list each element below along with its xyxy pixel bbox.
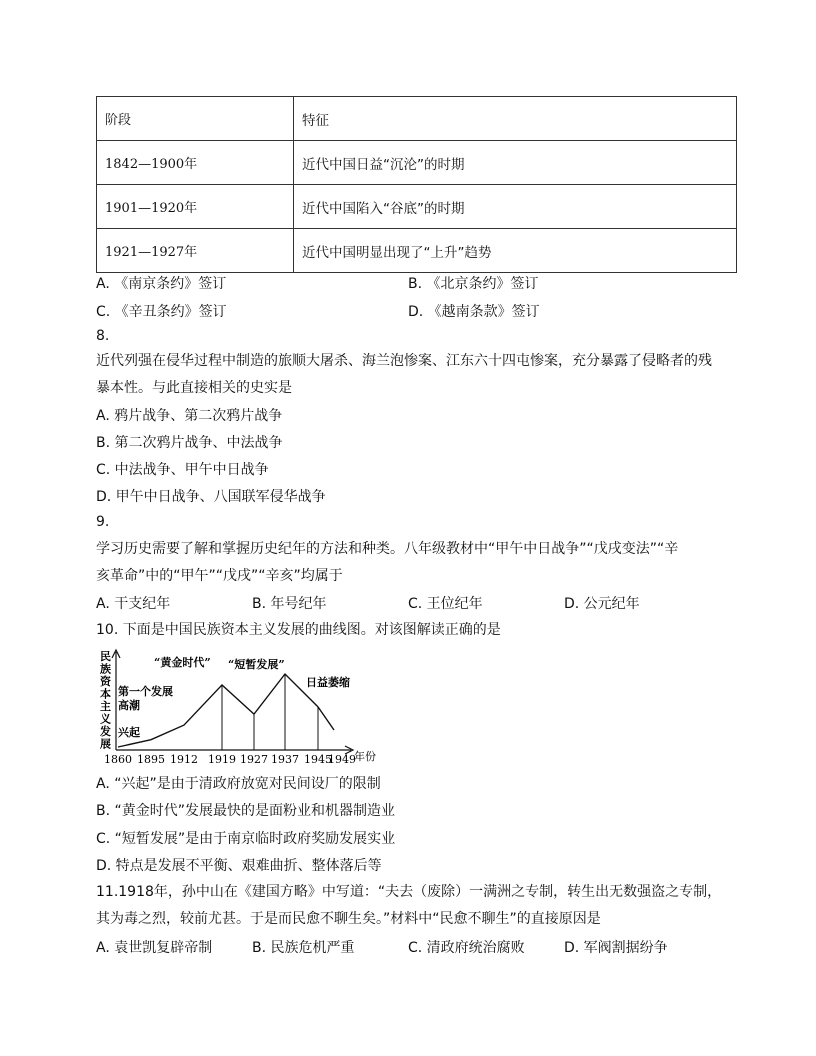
q8-option-a: A. 鸦片战争、第二次鸦片战争 — [96, 408, 283, 424]
table-cell-period: 1842—1900年 — [97, 141, 294, 185]
q8-option-c: C. 中法战争、甲午中日战争 — [96, 462, 269, 478]
annotation-first-peak: 第一个发展 — [118, 685, 173, 698]
chart-tick-labels — [104, 753, 356, 766]
x-tick-label: 1895 — [137, 753, 165, 766]
y-label-char: 义 — [100, 712, 111, 726]
y-label-char: 族 — [100, 662, 111, 676]
annotation-golden-age: “黄金时代” — [154, 656, 211, 669]
q9-option-b: B. 年号纪年 — [252, 596, 327, 612]
table-header-feature: 特征 — [294, 97, 737, 141]
q9-number: 9. — [96, 514, 110, 530]
stage-table — [96, 96, 737, 273]
q9-option-c: C. 王位纪年 — [408, 596, 483, 612]
q11-option-d: D. 军阀割据纷争 — [564, 940, 668, 956]
q8-option-b: B. 第二次鸦片战争、中法战争 — [96, 435, 283, 451]
x-tick-label: 1860 — [104, 753, 132, 766]
table-cell-period: 1901—1920年 — [97, 185, 294, 229]
table-row — [97, 141, 737, 185]
table-row — [97, 185, 737, 229]
x-tick-label: 1919 — [208, 753, 236, 766]
y-label-char: 民 — [100, 650, 111, 663]
x-tick-label: 1945 — [304, 753, 332, 766]
q10-option-a: A. “兴起”是由于清政府放宽对民间设厂的限制 — [96, 776, 381, 792]
q9-stem-line1: 学习历史需要了解和掌握历史纪年的方法和种类。八年级教材中“甲午中日战争”“戊戌变法”“辛 — [96, 541, 679, 557]
chart-y-label — [99, 649, 112, 751]
q11-stem-line1: 11.1918年，孙中山在《建国方略》中写道：“夫去（废除）一满洲之专制，转生出无数强盗之专制， — [96, 884, 722, 900]
y-label-char: 本 — [100, 687, 111, 701]
y-label-char: 展 — [100, 737, 111, 751]
q9-option-a: A. 干支纪年 — [96, 596, 171, 612]
q10-option-c: C. “短暂发展”是由于南京临时政府奖励发展实业 — [96, 831, 396, 847]
q8-stem-line2: 暴本性。与此直接相关的史实是 — [96, 380, 292, 396]
q7-option-b: B. 《北京条约》签订 — [408, 276, 539, 292]
chart-x-label: 年份 — [354, 750, 376, 763]
y-label-char: 发 — [100, 725, 111, 738]
chart-annotations — [118, 655, 350, 739]
q9-stem-line2: 亥革命”中的“甲午”“戊戌”“辛亥”均属于 — [96, 568, 343, 584]
annotation-short-development: “短暂发展” — [228, 658, 285, 671]
q11-option-c: C. 清政府统治腐败 — [408, 940, 525, 956]
x-tick-label: 1927 — [240, 753, 268, 766]
table-header-stage: 阶段 — [97, 97, 294, 141]
q7-option-a: A. 《南京条约》签订 — [96, 276, 227, 292]
table-cell-period: 1921—1927年 — [97, 229, 294, 273]
q7-option-c: C. 《辛丑条约》签订 — [96, 304, 227, 320]
q8-stem-line1: 近代列强在侵华过程中制造的旅顺大屠杀、海兰泡惨案、江东六十四屯惨案，充分暴露了侵略者的残 — [96, 353, 712, 369]
table-row — [97, 229, 737, 273]
x-tick-label: 1912 — [170, 753, 198, 766]
decline-line — [318, 707, 334, 730]
q9-option-d: D. 公元纪年 — [564, 596, 640, 612]
y-label-char: 资 — [100, 675, 111, 688]
q10-option-d: D. 特点是发展不平衡、艰难曲折、整体落后等 — [96, 858, 382, 874]
q8-option-d: D. 甲午中日战争、八国联军侵华战争 — [96, 489, 326, 505]
table-header-row — [97, 97, 737, 141]
x-tick-label: 1949 — [328, 753, 356, 766]
q11-stem-line2: 其为毒之烈，较前尤甚。于是而民愈不聊生矣。”材料中“民愈不聊生”的直接原因是 — [96, 911, 601, 927]
q10-stem: 10. 下面是中国民族资本主义发展的曲线图。对该图解读正确的是 — [96, 622, 501, 638]
y-label-char: 主 — [100, 700, 111, 713]
q7-option-d: D. 《越南条款》签订 — [408, 304, 540, 320]
x-tick-label: 1937 — [271, 753, 299, 766]
table-cell-feature: 近代中国陷入“谷底”的时期 — [294, 185, 737, 229]
national-capitalism-chart — [96, 646, 396, 770]
table-cell-feature: 近代中国日益“沉沦”的时期 — [294, 141, 737, 185]
chart-drop-lines — [222, 674, 318, 750]
annotation-first-peak-2: 高潮 — [118, 699, 140, 712]
annotation-rise: 兴起 — [118, 726, 140, 739]
q8-number: 8. — [96, 328, 110, 344]
q11-option-a: A. 袁世凯复辟帝制 — [96, 940, 213, 956]
q11-option-b: B. 民族危机严重 — [252, 940, 355, 956]
q10-option-b: B. “黄金时代”发展最快的是面粉业和机器制造业 — [96, 803, 396, 819]
table-cell-feature: 近代中国明显出现了“上升”趋势 — [294, 229, 737, 273]
annotation-shrinking: 日益萎缩 — [306, 676, 350, 689]
